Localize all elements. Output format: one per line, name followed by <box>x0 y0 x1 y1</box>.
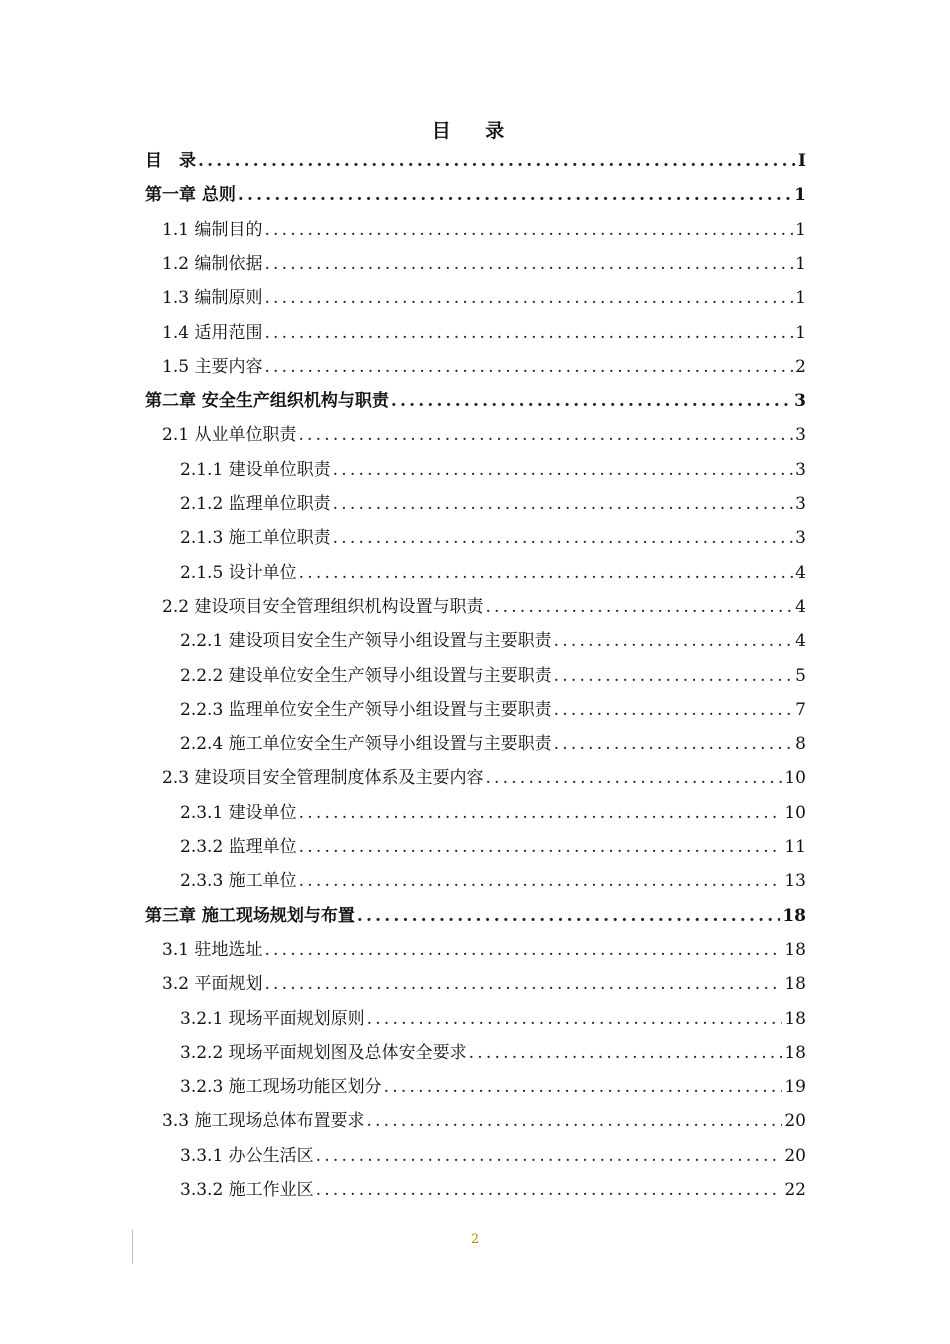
toc-entry-title: 2.1.2 监理单位职责 <box>180 494 331 514</box>
toc-entry[interactable] <box>162 418 806 452</box>
toc-entry[interactable] <box>180 1139 806 1173</box>
toc-entry-page: 5 <box>795 665 806 686</box>
toc-entry-title: 3.2.3 施工现场功能区划分 <box>180 1077 382 1098</box>
toc-dot-leader <box>554 624 794 658</box>
toc-entry-page: 20 <box>784 1145 806 1166</box>
toc-dot-leader <box>333 453 794 487</box>
toc-entry-title: 2.1.1 建设单位职责 <box>180 459 331 480</box>
toc-dot-leader <box>391 384 792 418</box>
toc-entry-title: 2.3.1 建设单位 <box>180 802 297 823</box>
toc-entry[interactable] <box>180 693 806 727</box>
toc-entry[interactable] <box>180 624 806 658</box>
toc-entry-page: 20 <box>784 1111 806 1132</box>
toc-dot-leader <box>298 418 793 452</box>
toc-entry-title: 1.1 编制目的 <box>162 219 263 240</box>
toc-entry-title: 3.1 驻地选址 <box>162 939 263 960</box>
toc-entry-title: 3.2 平面规划 <box>162 974 263 995</box>
toc-entry-page: I <box>798 151 806 171</box>
toc-title: 目 录 <box>431 120 519 142</box>
toc-entry-page: 22 <box>784 1180 806 1200</box>
toc-entry-page: 1 <box>795 322 806 343</box>
toc-dot-leader <box>264 967 782 1001</box>
toc-dot-leader <box>299 864 783 898</box>
toc-dot-leader <box>264 933 782 967</box>
toc-dot-leader <box>366 1104 782 1138</box>
toc-entry-title: 1.3 编制原则 <box>162 288 263 309</box>
toc-entry-title: 1.2 编制依据 <box>162 253 263 274</box>
toc-entry-page: 18 <box>784 974 806 995</box>
toc-dot-leader <box>333 521 794 555</box>
toc-dot-leader <box>316 1173 783 1207</box>
toc-entry-title: 2.1.5 设计单位 <box>180 562 297 583</box>
toc-entry-title: 3.3 施工现场总体布置要求 <box>162 1111 365 1132</box>
toc-entry-page: 3 <box>795 459 806 480</box>
toc-dot-leader <box>264 350 793 384</box>
toc-entry-title: 2.1 从业单位职责 <box>162 425 297 446</box>
toc-entry-title: 2.3.2 监理单位 <box>180 837 297 857</box>
toc-dot-leader <box>485 590 793 624</box>
toc-entry[interactable] <box>162 1104 806 1138</box>
toc-entry[interactable] <box>162 213 806 247</box>
toc-entry-title: 2.2.2 建设单位安全生产领导小组设置与主要职责 <box>180 665 552 686</box>
toc-dot-leader <box>333 487 794 521</box>
toc-entry-page: 10 <box>784 768 806 789</box>
toc-dot-leader <box>485 761 782 795</box>
toc-dot-leader <box>554 659 794 693</box>
toc-entry-page: 1 <box>794 185 806 206</box>
toc-entry-page: 18 <box>784 939 806 960</box>
toc-entry[interactable] <box>180 864 806 898</box>
toc-entry-page: 4 <box>795 631 806 652</box>
toc-entry-title: 2.2.4 施工单位安全生产领导小组设置与主要职责 <box>180 734 552 755</box>
toc-dot-leader <box>264 281 793 315</box>
toc-entry[interactable] <box>162 590 806 624</box>
toc-entry[interactable] <box>180 727 806 761</box>
toc-entry[interactable] <box>145 384 806 418</box>
toc-entry-page: 3 <box>795 528 806 549</box>
toc-dot-leader <box>198 144 796 178</box>
toc-entry[interactable] <box>162 316 806 350</box>
toc-entry-page: 7 <box>795 699 806 720</box>
toc-entry-title: 2.2 建设项目安全管理组织机构设置与职责 <box>162 596 484 617</box>
toc-entry-page: 18 <box>784 1042 806 1063</box>
toc-dot-leader <box>384 1070 783 1104</box>
toc-entry-page: 1 <box>795 288 806 309</box>
toc-entry-title: 2.3 建设项目安全管理制度体系及主要内容 <box>162 768 484 789</box>
toc-dot-leader <box>469 1036 783 1070</box>
toc-entry[interactable] <box>162 933 806 967</box>
toc-entry[interactable] <box>162 967 806 1001</box>
toc-dot-leader <box>264 213 793 247</box>
toc-entry-title: 2.3.3 施工单位 <box>180 871 297 892</box>
toc-entry[interactable] <box>180 830 806 864</box>
toc-entry[interactable] <box>180 556 806 590</box>
toc-entry[interactable] <box>180 521 806 555</box>
toc-entry-title: 1.4 适用范围 <box>162 322 263 343</box>
toc-entry-page: 19 <box>784 1077 806 1098</box>
toc-entry-page: 3 <box>794 391 806 412</box>
toc-entry[interactable] <box>162 761 806 795</box>
toc-entry[interactable] <box>145 144 806 178</box>
toc-dot-leader <box>316 1139 783 1173</box>
toc-entry[interactable] <box>162 247 806 281</box>
toc-entry-title: 3.2.2 现场平面规划图及总体安全要求 <box>180 1042 467 1063</box>
toc-entry-page: 3 <box>795 425 806 446</box>
toc-entry[interactable] <box>180 1002 806 1036</box>
toc-dot-leader <box>357 899 780 933</box>
toc-entry-page: 18 <box>782 905 806 926</box>
toc-dot-leader <box>554 727 794 761</box>
toc-entry-title: 2.2.1 建设项目安全生产领导小组设置与主要职责 <box>180 631 552 652</box>
toc-dot-leader <box>238 178 792 212</box>
toc-entry-title: 3.2.1 现场平面规划原则 <box>180 1008 365 1029</box>
toc-entry-page: 18 <box>784 1008 806 1029</box>
toc-entry-title: 3.3.2 施工作业区 <box>180 1180 314 1200</box>
toc-entry-title: 目 录 <box>145 151 196 171</box>
toc-entry[interactable] <box>180 453 806 487</box>
toc-entry[interactable] <box>180 1070 806 1104</box>
toc-dot-leader <box>264 316 793 350</box>
toc-entry-page: 2 <box>795 356 806 377</box>
toc-entry[interactable] <box>180 487 806 521</box>
toc-entry[interactable] <box>162 281 806 315</box>
toc-entry-page: 1 <box>795 219 806 240</box>
toc-entry-title: 第三章 施工现场规划与布置 <box>145 905 355 926</box>
toc-dot-leader <box>264 247 793 281</box>
toc-entry-title: 第一章 总则 <box>145 185 236 206</box>
toc-entry-title: 1.5 主要内容 <box>162 356 263 377</box>
toc-entry-page: 13 <box>784 871 806 892</box>
toc-entry[interactable] <box>145 178 806 212</box>
toc-entry-page: 3 <box>795 494 806 514</box>
toc-entry-title: 第二章 安全生产组织机构与职责 <box>145 391 389 412</box>
toc-entry-page: 11 <box>784 837 806 857</box>
toc-dot-leader <box>299 796 783 830</box>
toc-entry[interactable] <box>180 1173 806 1207</box>
toc-dot-leader <box>367 1002 783 1036</box>
toc-entry[interactable] <box>180 796 806 830</box>
toc-entry[interactable] <box>162 350 806 384</box>
toc-entry-title: 2.2.3 监理单位安全生产领导小组设置与主要职责 <box>180 699 552 720</box>
toc-entry[interactable] <box>145 899 806 933</box>
toc-entry[interactable] <box>180 1036 806 1070</box>
page-number: 2 <box>470 1232 480 1247</box>
toc-entry-page: 4 <box>795 596 806 617</box>
toc-entry-title: 2.1.3 施工单位职责 <box>180 528 331 549</box>
toc-dot-leader <box>299 556 794 590</box>
toc-entry-page: 10 <box>784 802 806 823</box>
toc-entry-page: 1 <box>795 253 806 274</box>
toc-entry-page: 8 <box>795 734 806 755</box>
toc-entry-page: 4 <box>795 562 806 583</box>
toc-dot-leader <box>299 830 783 864</box>
toc-entry-title: 3.3.1 办公生活区 <box>180 1145 314 1166</box>
toc-dot-leader <box>554 693 794 727</box>
toc-entry[interactable] <box>180 659 806 693</box>
